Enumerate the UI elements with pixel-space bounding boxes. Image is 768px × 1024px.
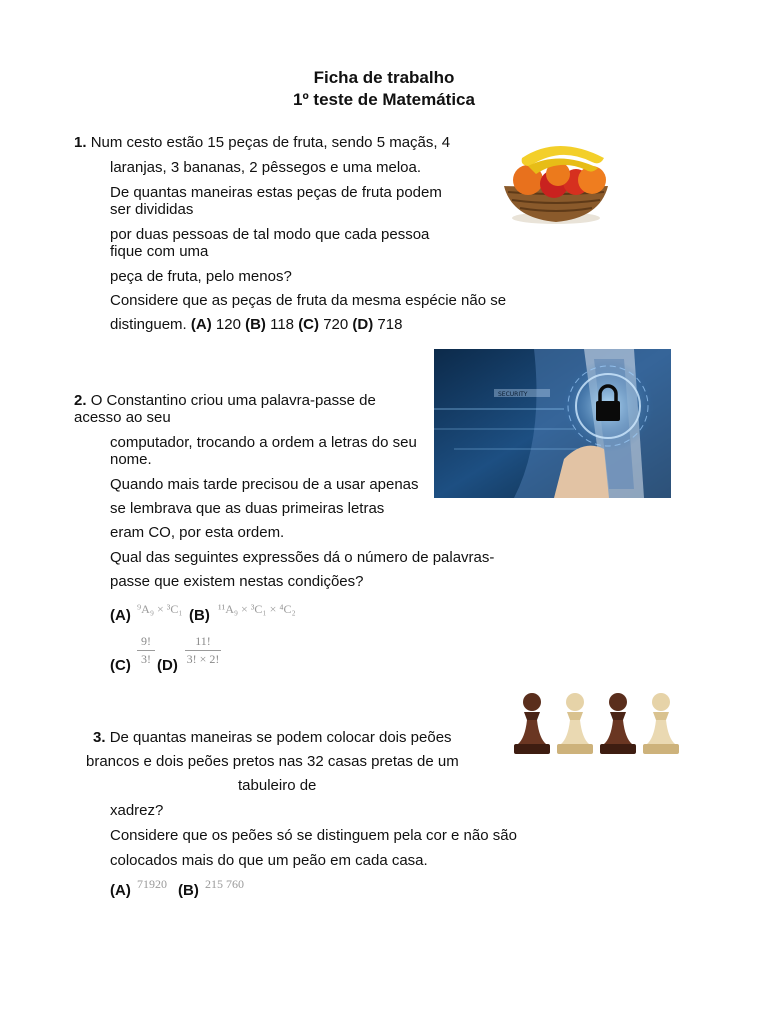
q3-line-1: 3. De quantas maneiras se podem colocar dois peões [93, 729, 452, 746]
q2-line-8: Qual das seguintes expressões dá o número de palavras- [110, 549, 495, 566]
q2-answer-b-label: (B) [189, 607, 210, 624]
q3-answer-b: 215 760 [205, 877, 244, 891]
pawn-light-1 [557, 693, 593, 754]
q1-answer-c: 720 [323, 316, 349, 333]
q1-line-4: ser divididas [110, 201, 194, 218]
q2-answer-a: ⁹A₉ × ³C₁ [137, 602, 183, 616]
q2-line-9: passe que existem nestas condições? [110, 573, 364, 590]
q2-answer-c-denominator: 3! [141, 652, 151, 666]
q1-number: 1. [74, 134, 87, 151]
q3-line-3: tabuleiro de [238, 777, 317, 794]
page-subtitle: 1º teste de Matemática [293, 90, 475, 109]
q1-line-7: peça de fruta, pelo menos? [110, 268, 292, 285]
q1-answers: distinguem. (A) 120 (B) 118 (C) 720 (D) 718 [110, 316, 403, 333]
q2-answer-d [185, 634, 221, 667]
q3-answer-b-label: (B) [178, 882, 199, 899]
q3-line-5: Considere que os peões só se distinguem pela cor e não são [110, 827, 517, 844]
pawn-dark-2 [600, 693, 636, 754]
q1-answer-d: 718 [377, 316, 403, 333]
q2-number: 2. [74, 392, 87, 409]
q3-line-4: xadrez? [110, 802, 164, 819]
q2-answer-b: ¹¹A₉ × ³C₁ × ⁴C₂ [218, 602, 296, 616]
q3-answer-a: 71920 [137, 877, 167, 891]
q1-line-6: fique com uma [110, 243, 209, 260]
q1-answer-d-label: (D) [352, 316, 374, 333]
q3-number: 3. [93, 729, 106, 746]
pawn-dark-1 [514, 693, 550, 754]
chess-pawns-image [508, 690, 686, 760]
q2-line-3: computador, trocando a ordem a letras do seu [110, 434, 417, 451]
q2-line-7: eram CO, por esta ordem. [110, 524, 285, 541]
q2-line-2: acesso ao seu [74, 409, 171, 426]
page-title: Ficha de trabalho [313, 68, 455, 87]
q2-answer-c-label: (C) [110, 657, 131, 674]
q3-line-2: brancos e dois peões pretos nas 32 casas pretas de um [86, 753, 459, 770]
q2-answer-c-numerator: 9! [141, 634, 151, 648]
q1-answer-c-label: (C) [298, 316, 320, 333]
q1-answer-a-label: (A) [190, 316, 212, 333]
q2-answer-c [137, 634, 155, 667]
q3-answer-a-label: (A) [110, 882, 131, 899]
q1-answer-b-label: (B) [245, 316, 266, 333]
q2-line-6: se lembrava que as duas primeiras letras [110, 500, 385, 517]
q2-answer-d-label: (D) [157, 657, 178, 674]
q2-answer-d-denominator: 3! × 2! [186, 652, 220, 666]
q2-answer-a-label: (A) [110, 607, 131, 624]
q1-line-3: De quantas maneiras estas peças de fruta podem [110, 184, 442, 201]
q3-line-6: colocados mais do que um peão em cada casa. [110, 852, 428, 869]
q2-line-1: 2. O Constantino criou uma palavra-passe de [74, 392, 376, 409]
q2-line-5: Quando mais tarde precisou de a usar apenas [110, 476, 419, 493]
security-image [434, 349, 671, 498]
security-label: SECURITY [498, 391, 528, 398]
q1-line-2: laranjas, 3 bananas, 2 pêssegos e uma meloa. [110, 159, 422, 176]
q1-line-1: 1. Num cesto estão 15 peças de fruta, sendo 5 maçãs, 4 [74, 134, 451, 151]
q2-line-4: nome. [110, 451, 152, 468]
fruit-basket-image [500, 136, 612, 226]
q1-line-8: Considere que as peças de fruta da mesma espécie não se [110, 292, 507, 309]
q1-answer-a: 120 [215, 316, 241, 333]
q2-answer-d-numerator: 11! [195, 634, 211, 648]
q1-line-5: por duas pessoas de tal modo que cada pessoa [110, 226, 430, 243]
q1-answer-b: 118 [270, 316, 295, 333]
pawn-light-2 [643, 693, 679, 754]
